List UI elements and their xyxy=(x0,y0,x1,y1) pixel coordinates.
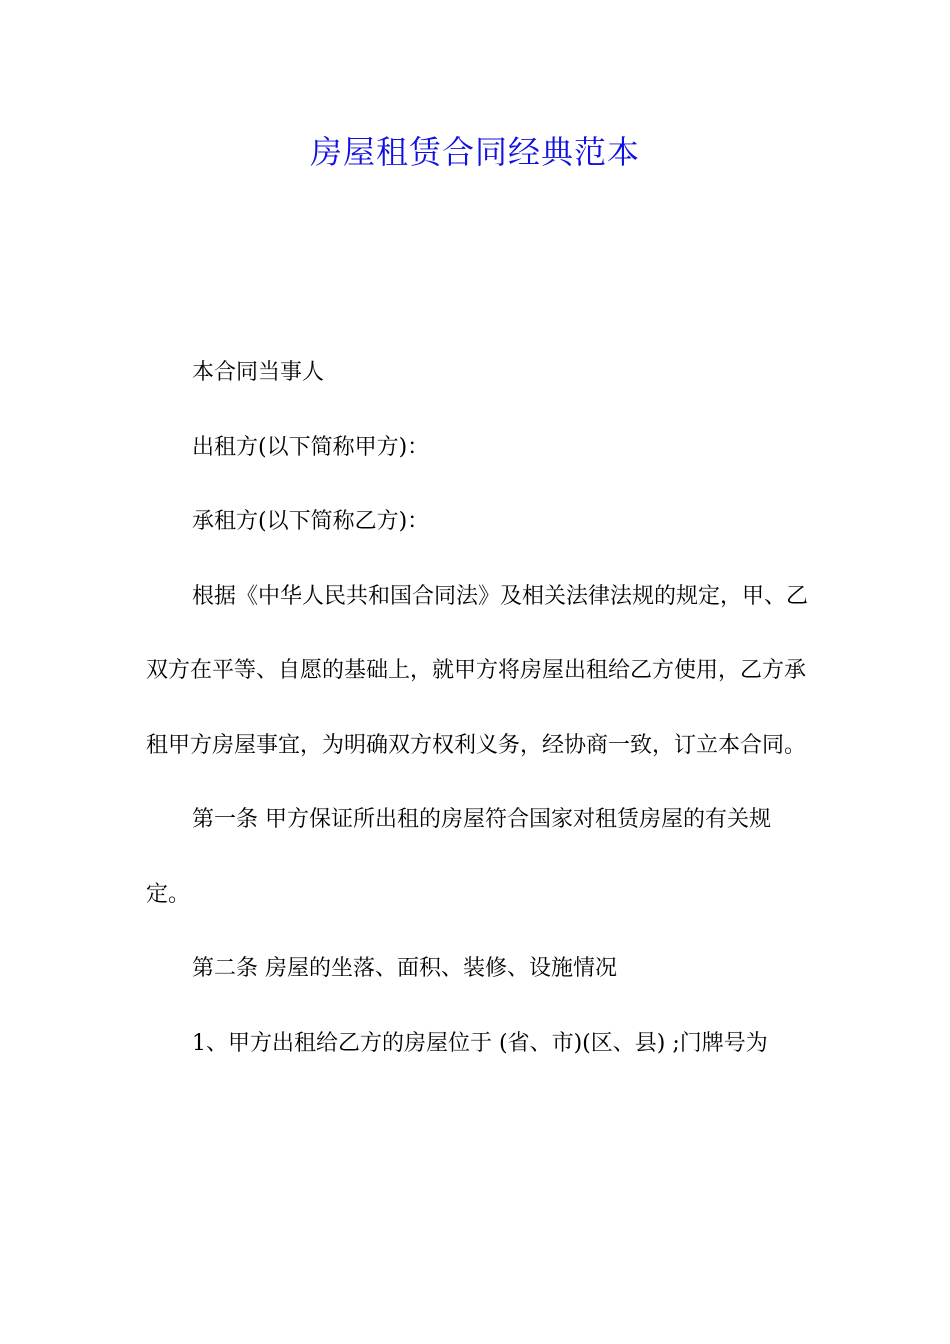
document-body xyxy=(146,336,810,1081)
paragraph-preamble: 根据《中华人民共和国合同法》及相关法律法规的规定，甲、乙双方在平等、自愿的基础上，就甲方将房屋出租给乙方使用，乙方承租甲方房屋事宜，为明确双方权利义务，经协商一致，订立本合同。 xyxy=(146,583,809,758)
paragraph-article-2-item-1: 1、甲方出租给乙方的房屋位于 (省、市)(区、县) ;门牌号为 xyxy=(192,1030,768,1056)
paragraph-article-1: 第一条 甲方保证所出租的房屋符合国家对租赁房屋的有关规定。 xyxy=(146,807,771,907)
document-title: 房屋租赁合同经典范本 xyxy=(309,133,640,171)
paragraph-parties: 本合同当事人 xyxy=(192,360,325,385)
paragraph-lessor: 出租方(以下简称甲方)： xyxy=(192,434,430,460)
paragraph-article-2: 第二条 房屋的坐落、面积、装修、设施情况 xyxy=(192,956,617,981)
paragraph-lessee: 承租方(以下简称乙方)： xyxy=(192,509,430,534)
